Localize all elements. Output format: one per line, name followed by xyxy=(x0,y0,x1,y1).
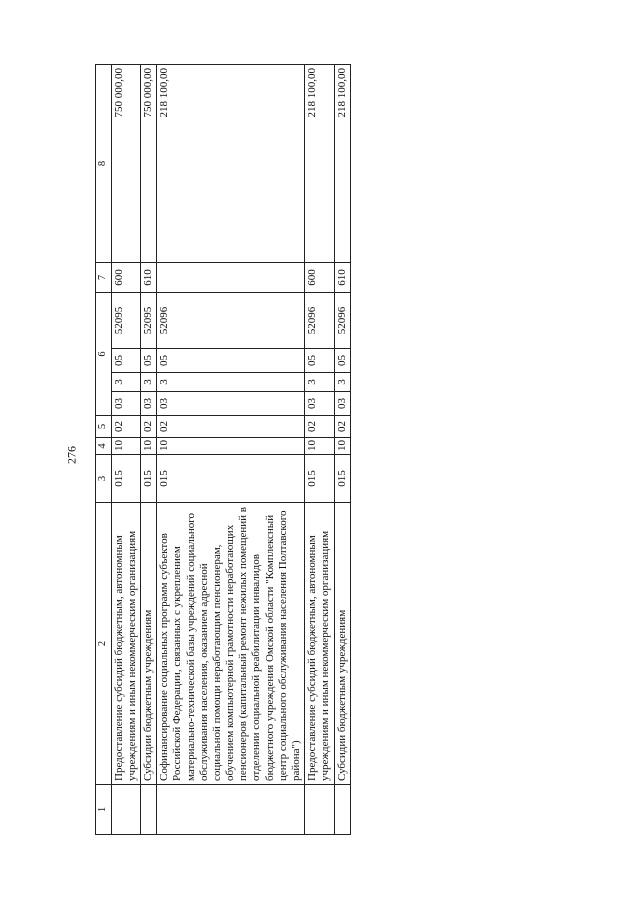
row-c6d: 52096 xyxy=(157,293,305,349)
row-c4: 10 xyxy=(334,438,350,455)
row-c6c: 05 xyxy=(111,349,140,373)
row-code: 015 xyxy=(111,455,140,503)
row-c6b: 3 xyxy=(157,373,305,392)
header-col-2: 2 xyxy=(96,503,112,785)
row-c6a: 03 xyxy=(157,392,305,416)
row-name: Предоставление субсидий бюджетным, автономным учреждениям и иным некоммерческим организациям xyxy=(111,503,140,785)
row-amount: 218 100,00 xyxy=(305,65,334,263)
row-c6c: 05 xyxy=(305,349,334,373)
row-amount: 750 000,00 xyxy=(140,65,156,263)
row-code: 015 xyxy=(305,455,334,503)
row-c6b: 3 xyxy=(140,373,156,392)
header-col-3: 3 xyxy=(96,455,112,503)
row-c7: 610 xyxy=(334,263,350,293)
row-col-1 xyxy=(157,785,305,835)
row-c4: 10 xyxy=(111,438,140,455)
header-col-4: 4 xyxy=(96,438,112,455)
row-c6d: 52095 xyxy=(140,293,156,349)
row-c7 xyxy=(157,263,305,293)
row-c6d: 52096 xyxy=(334,293,350,349)
row-c4: 10 xyxy=(305,438,334,455)
row-c7: 600 xyxy=(305,263,334,293)
row-c6d: 52096 xyxy=(305,293,334,349)
row-code: 015 xyxy=(334,455,350,503)
row-col-1 xyxy=(305,785,334,835)
row-c6b: 3 xyxy=(111,373,140,392)
row-c5: 02 xyxy=(111,416,140,438)
row-name: Субсидии бюджетным учреждениям xyxy=(140,503,156,785)
row-c6c: 05 xyxy=(334,349,350,373)
row-col-1 xyxy=(140,785,156,835)
table-row xyxy=(305,65,334,835)
row-c7: 610 xyxy=(140,263,156,293)
row-c6a: 03 xyxy=(140,392,156,416)
budget-table-container xyxy=(95,65,465,835)
row-c5: 02 xyxy=(305,416,334,438)
row-c6d: 52095 xyxy=(111,293,140,349)
budget-table xyxy=(95,64,351,835)
row-code: 015 xyxy=(140,455,156,503)
row-c4: 10 xyxy=(157,438,305,455)
row-name: Софинансирование социальных программ субъектов Российской Федерации, связанных с укреплением материально-технической базы учреждений социального обслуживания населения, оказанием адресной социальной помощи неработающим пенсионерам, обучением компьютерной грамотности неработающих пенсионеров (капитальный ремонт нежилых помещений в отделении социальной реабилитации инвалидов бюджетного учреждения Омской области "Комплексный центр социального обслуживания населения Полтавского района") xyxy=(157,503,305,785)
row-name: Предоставление субсидий бюджетным, автономным учреждениям и иным некоммерческим организациям xyxy=(305,503,334,785)
row-c4: 10 xyxy=(140,438,156,455)
row-name: Субсидии бюджетным учреждениям xyxy=(334,503,350,785)
table-row xyxy=(334,65,350,835)
row-amount: 750 000,00 xyxy=(111,65,140,263)
row-c7: 600 xyxy=(111,263,140,293)
row-c6b: 3 xyxy=(305,373,334,392)
row-c5: 02 xyxy=(334,416,350,438)
table-row xyxy=(157,65,305,835)
header-col-8: 8 xyxy=(96,65,112,263)
row-c6a: 03 xyxy=(111,392,140,416)
row-c5: 02 xyxy=(157,416,305,438)
row-c5: 02 xyxy=(140,416,156,438)
header-col-6: 6 xyxy=(96,293,112,416)
page-number: 276 xyxy=(64,446,79,464)
row-c6c: 05 xyxy=(140,349,156,373)
header-col-7: 7 xyxy=(96,263,112,293)
header-col-5: 5 xyxy=(96,416,112,438)
header-col-1: 1 xyxy=(96,785,112,835)
row-code: 015 xyxy=(157,455,305,503)
row-c6a: 03 xyxy=(334,392,350,416)
row-c6b: 3 xyxy=(334,373,350,392)
header-row xyxy=(96,65,112,835)
row-amount: 218 100,00 xyxy=(334,65,350,263)
row-col-1 xyxy=(111,785,140,835)
row-c6c: 05 xyxy=(157,349,305,373)
table-row xyxy=(111,65,140,835)
row-col-1 xyxy=(334,785,350,835)
table-row xyxy=(140,65,156,835)
row-amount: 218 100,00 xyxy=(157,65,305,263)
row-c6a: 03 xyxy=(305,392,334,416)
